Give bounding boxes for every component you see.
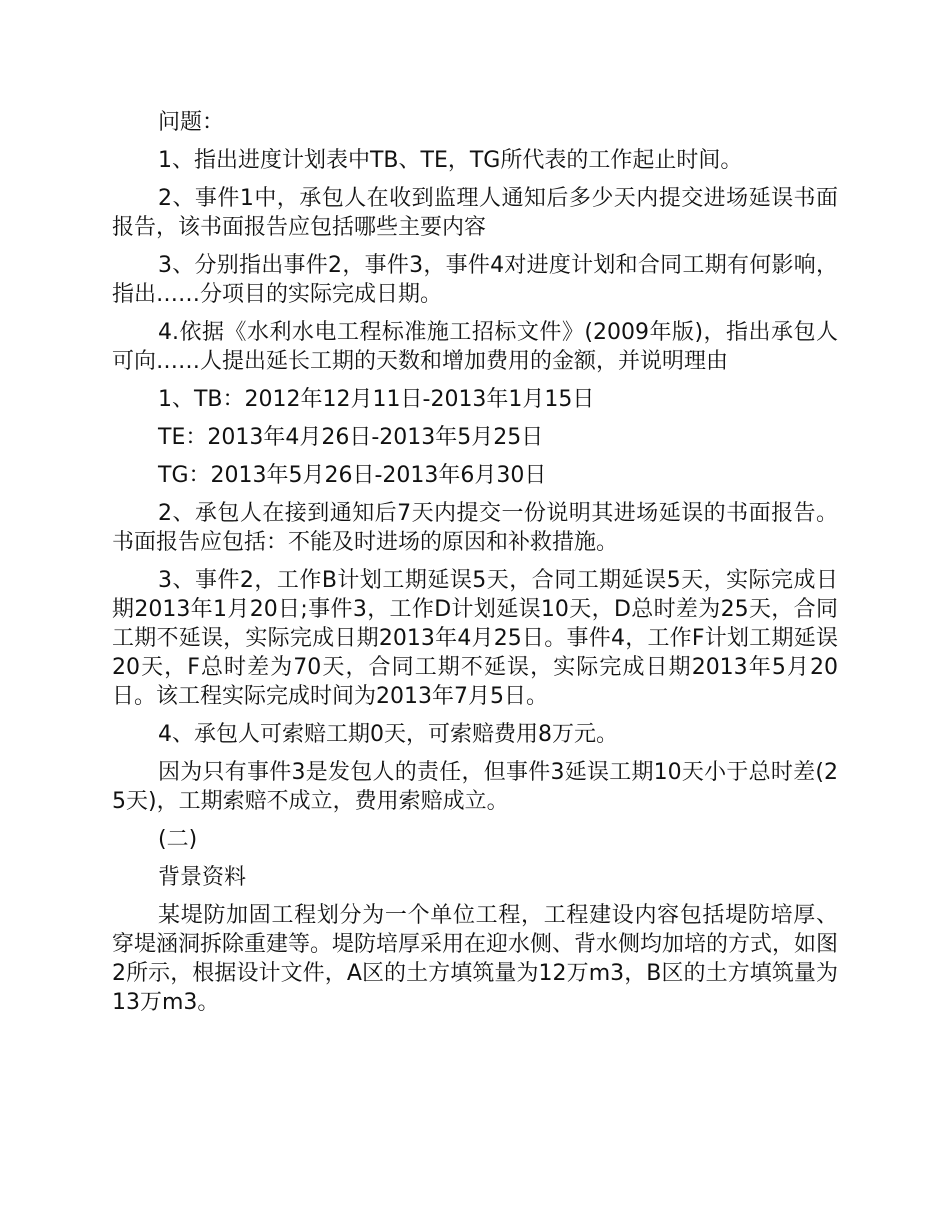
answer-1-tg: TG：2013年5月26日-2013年6月30日 — [158, 463, 547, 488]
answer-1-te: TE：2013年4月26日-2013年5月25日 — [158, 425, 544, 450]
answer-2: 2、承包人在接到通知后7天内提交一份说明其进场延误的书面报告。书面报告应包括：不能及时进场的原因和补救措施。 — [112, 501, 838, 555]
question-3: 3、分别指出事件2，事件3，事件4对进度计划和合同工期有何影响，指出……分项目的实际完成日期。 — [112, 253, 838, 307]
section-heading: (二) — [158, 827, 198, 852]
document-body — [112, 108, 838, 1026]
question-2: 2、事件1中，承包人在收到监理人通知后多少天内提交进场延误书面报告，该书面报告应包括哪些主要内容 — [112, 186, 838, 240]
question-heading: 问题： — [158, 110, 225, 135]
question-1: 1、指出进度计划表中TB、TE，TG所代表的工作起止时间。 — [158, 148, 743, 173]
answer-4-reason: 因为只有事件3是发包人的责任，但事件3延误工期10天小于总时差(25天)，工期索赔不成立，费用索赔成立。 — [112, 760, 838, 814]
answer-1-tb: 1、TB：2012年12月11日-2013年1月15日 — [158, 387, 595, 412]
background-heading: 背景资料 — [158, 865, 247, 890]
question-4: 4.依据《水利水电工程标准施工招标文件》(2009年版)，指出承包人可向……人提出延长工期的天数和增加费用的金额，并说明理由 — [112, 320, 838, 374]
background-paragraph: 某堤防加固工程划分为一个单位工程，工程建设内容包括堤防培厚、穿堤涵洞拆除重建等。堤防培厚采用在迎水侧、背水侧均加培的方式，如图2所示，根据设计文件，A区的土方填筑量为12万m3，B区的土方填筑量为13万m3。 — [112, 903, 839, 1015]
answer-4: 4、承包人可索赔工期0天，可索赔费用8万元。 — [158, 722, 618, 747]
answer-3: 3、事件2，工作B计划工期延误5天，合同工期延误5天，实际完成日期2013年1月20日;事件3，工作D计划延误10天，D总时差为25天，合同工期不延误，实际完成日期2013年4月25日。事件4，工作F计划工期延误20天，F总时差为70天，合同工期不延误，实际完成日期2013年5月20日。该工程实际完成时间为2013年7月5日。 — [112, 568, 838, 709]
